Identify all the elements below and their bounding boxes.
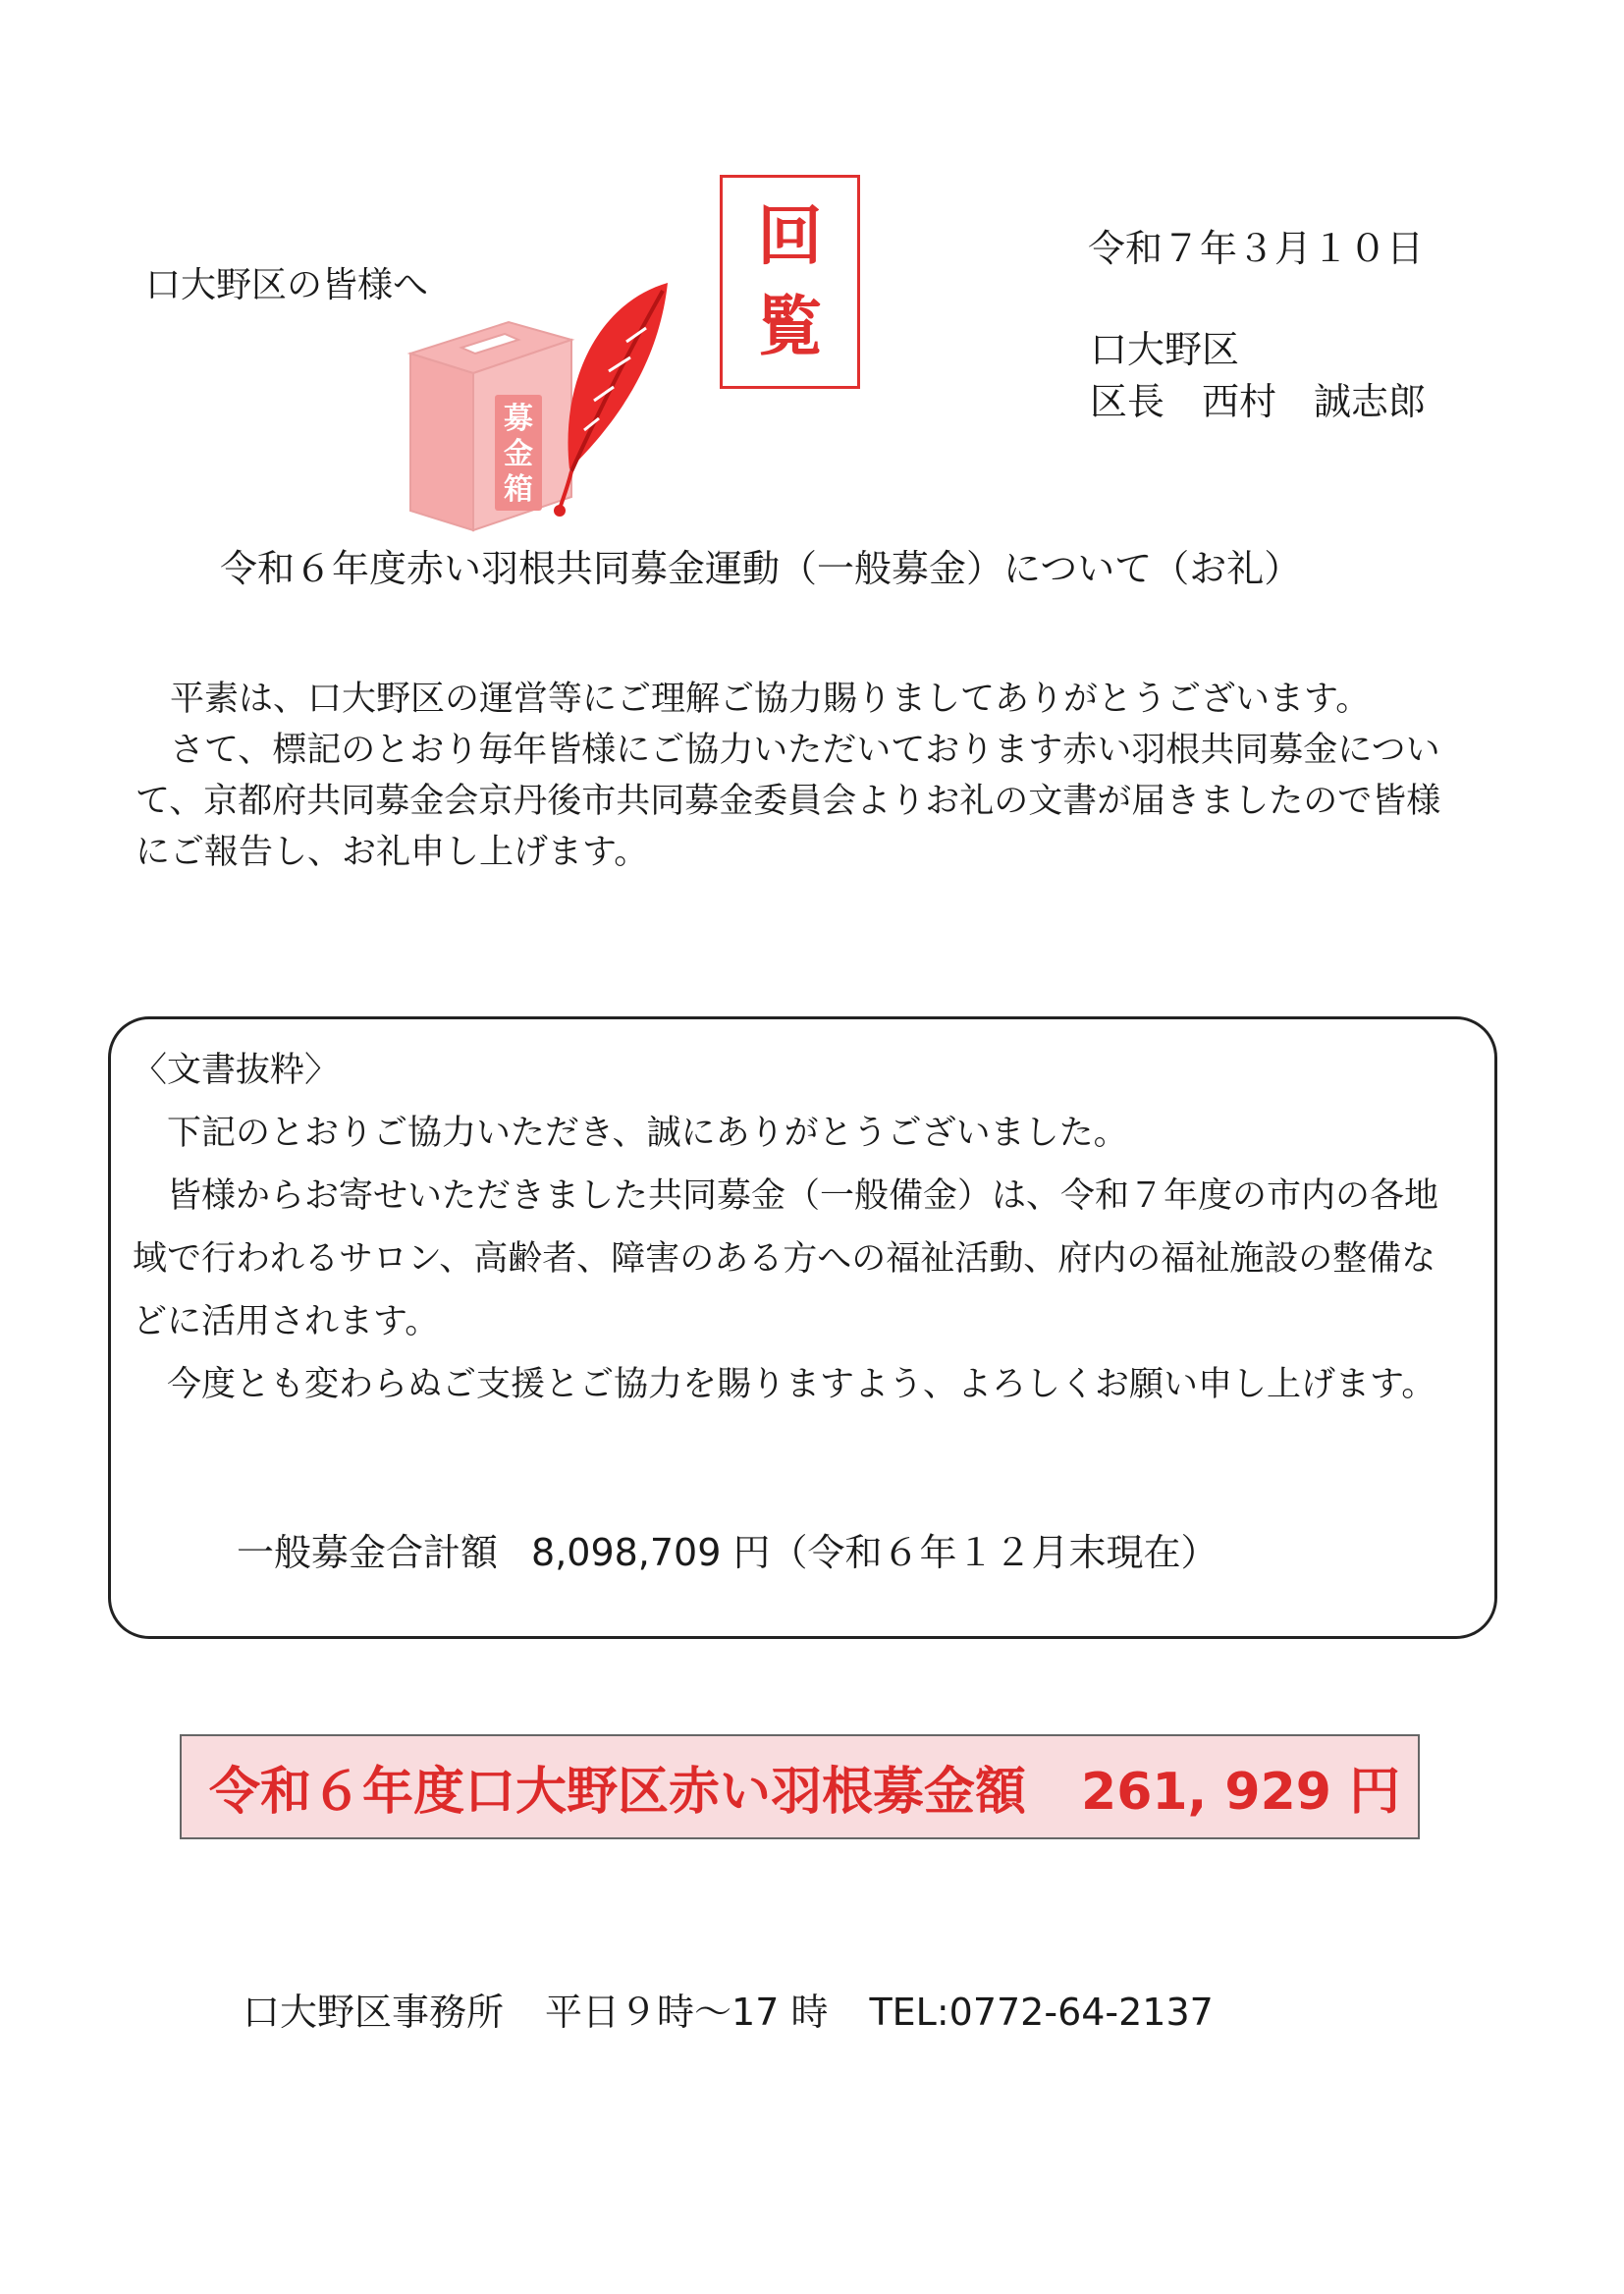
body-paragraph: さて、標記のとおり毎年皆様にご協力いただいております赤い羽根共同募金について、京都府共同募金会京丹後市共同募金委員会よりお礼の文書が届きましたので皆様にご報告し、お礼申し上げます。 — [135, 731, 1441, 872]
addressee: 口大野区の皆様へ — [145, 265, 429, 305]
excerpt-paragraph: 今度とも変わらぬご支援とご協力を賜りますよう、よろしくお願い申し上げます。 — [167, 1365, 1436, 1404]
stamp-char-1: 回 — [757, 198, 823, 274]
excerpt-paragraph: 下記のとおりご協力いただき、誠にありがとうございました。 — [167, 1114, 1128, 1153]
sender-org: 口大野区 — [1090, 328, 1240, 371]
date: 令和７年３月１０日 — [1088, 227, 1425, 270]
total-amount: 8,098,709 円（令和６年１２月末現在） — [531, 1531, 1218, 1574]
circulation-stamp — [720, 175, 860, 389]
footer — [243, 1982, 1255, 2036]
stamp-char-2: 覧 — [757, 289, 823, 364]
donation-banner — [180, 1734, 1420, 1839]
illustration — [403, 285, 697, 544]
footer-tel: TEL:0772-64-2137 — [869, 1991, 1214, 2034]
total-label: 一般募金合計額 — [237, 1531, 499, 1574]
excerpt-heading: 〈文書抜粋〉 — [133, 1051, 340, 1090]
body-paragraph: 平素は、口大野区の運営等にご理解ご協力賜りましてありがとうございます。 — [170, 680, 1371, 719]
red-feather-icon — [540, 263, 687, 519]
banner-amount: 261, 929 円 — [1081, 1763, 1401, 1822]
sender-name: 区長 西村 誠志郎 — [1090, 380, 1427, 423]
document-title: 令和６年度赤い羽根共同募金運動（一般募金）について（お礼） — [220, 547, 1302, 590]
body-text — [135, 674, 1471, 878]
footer-office: 口大野区事務所 — [243, 1991, 505, 2034]
excerpt-box — [108, 1016, 1497, 1639]
footer-hours: 平日９時～17 時 — [545, 1991, 829, 2034]
total-line — [237, 1522, 1218, 1576]
box-char-2: 金 — [504, 437, 533, 471]
banner-label: 令和６年度口大野区赤い羽根募金額 — [209, 1763, 1027, 1822]
excerpt-paragraph: 皆様からお寄せいただきました共同募金（一般備金）は、令和７年度の市内の各地域で行われるサロン、高齢者、障害のある方への福祉活動、府内の福祉施設の整備などに活用されます。 — [133, 1176, 1439, 1341]
box-char-1: 募 — [504, 402, 533, 436]
box-char-3: 箱 — [504, 472, 533, 507]
